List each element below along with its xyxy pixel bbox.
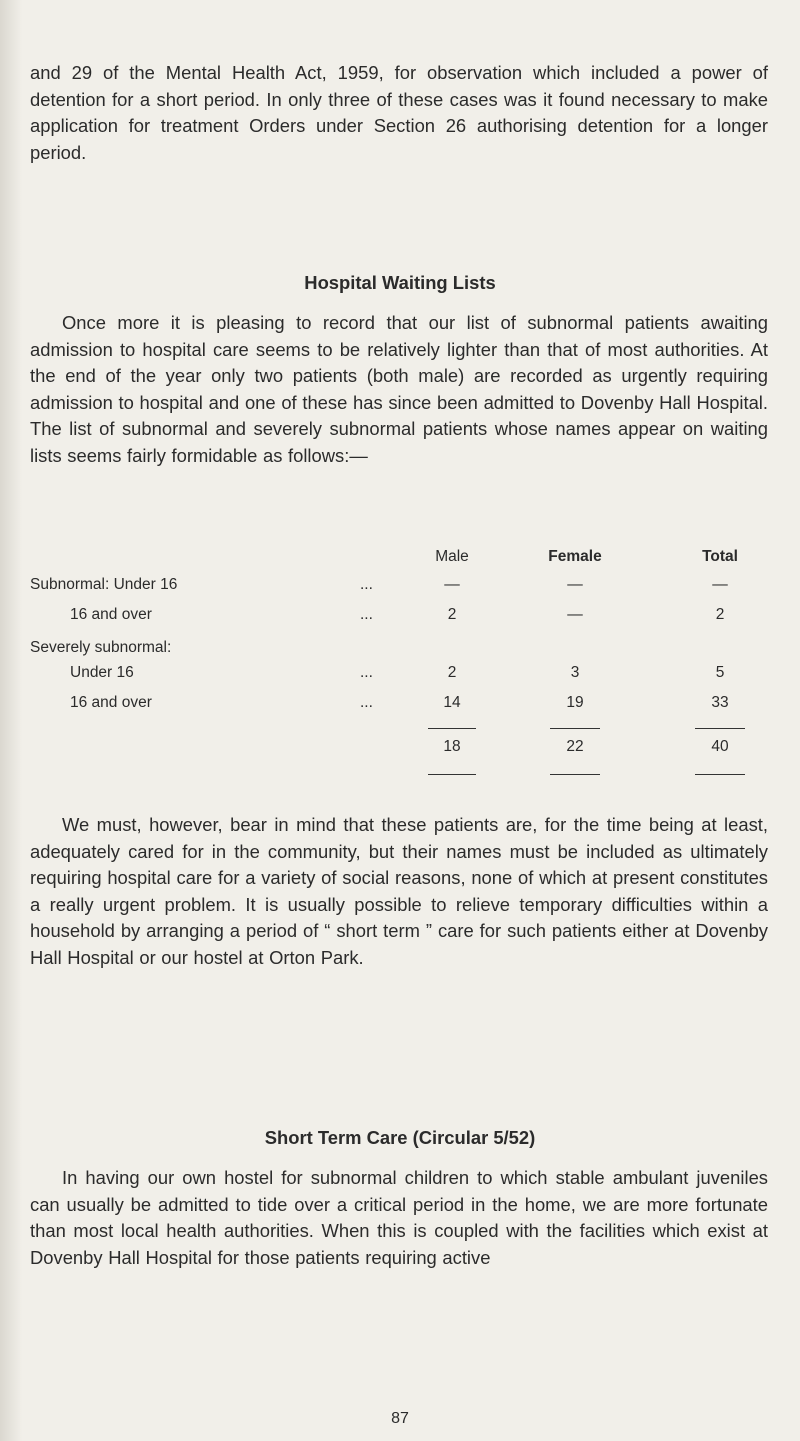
row-label: 16 and over [70, 694, 152, 711]
cell-male: 2 [447, 664, 457, 681]
page-edge-shadow [0, 0, 22, 1441]
row-label: 16 and over [70, 606, 152, 623]
total-rule-female [550, 728, 600, 729]
cell-male: 2 [447, 606, 457, 623]
cell-female: 19 [566, 694, 584, 711]
row-leader: ... [360, 694, 373, 711]
cell-male: 14 [443, 694, 461, 711]
cell-female: — [567, 606, 583, 623]
cell-female: — [567, 576, 583, 593]
section-heading-short-term-care: Short Term Care (Circular 5/52) [264, 1127, 536, 1148]
row-leader: ... [360, 576, 373, 593]
total-total: 40 [711, 738, 729, 755]
cell-total: — [712, 576, 728, 593]
intro-paragraph: and 29 of the Mental Health Act, 1959, for observation which included a power of detention for a short period. In only three of these cases was it found necessary to make application for treatment Orders under Section 26 authorising detention for a longer period. [30, 62, 768, 163]
total-female: 22 [566, 738, 584, 755]
row-label: Under 16 [70, 664, 134, 681]
community-care-paragraph: We must, however, bear in mind that these patients are, for the time being at least, adequately cared for in the community, but their names must be included as ultimately requiring hospital care for a variety of social reasons, none of which at present constitutes a really urgent problem. It is usually possible to relieve temporary difficulties within a household by arranging a period of “ short term ” care for such patients either at Dovenby Hall Hospital or our hostel at Orton Park. [30, 814, 768, 968]
cell-total: 2 [715, 606, 725, 623]
cell-total: 33 [711, 694, 729, 711]
page-number: 87 [391, 1410, 409, 1427]
total-male: 18 [443, 738, 461, 755]
column-header-total: Total [702, 548, 738, 565]
bottom-rule-male [428, 774, 476, 775]
cell-total: 5 [715, 664, 725, 681]
total-rule-male [428, 728, 476, 729]
section-heading-waiting-lists: Hospital Waiting Lists [304, 272, 496, 293]
column-header-male: Male [435, 548, 469, 565]
bottom-rule-female [550, 774, 600, 775]
row-label: Subnormal: Under 16 [30, 576, 178, 593]
cell-female: 3 [570, 664, 580, 681]
cell-male: — [444, 576, 460, 593]
row-leader: ... [360, 664, 373, 681]
row-leader: ... [360, 606, 373, 623]
row-group-label: Severely subnormal: [30, 639, 172, 656]
short-term-care-paragraph: In having our own hostel for subnormal children to which stable ambulant juveniles can usually be admitted to tide over a critical period in the home, we are more fortunate than most local health authorities. When this is coupled with the facilities which exist at Dovenby Hall Hospital for those patients requiring active [30, 1167, 768, 1268]
column-header-female: Female [548, 548, 602, 565]
bottom-rule-total [695, 774, 745, 775]
waiting-lists-paragraph: Once more it is pleasing to record that our list of subnormal patients awaiting admission to hospital care seems to be relatively lighter than that of most authorities. At the end of the year only two patients (both male) are recorded as urgently requiring admission to hospital and one of these has since been admitted to Dovenby Hall Hospital. The list of subnormal and severely subnormal patients whose names appear on waiting lists seems fairly formidable as follows:— [30, 312, 768, 466]
total-rule-total [695, 728, 745, 729]
